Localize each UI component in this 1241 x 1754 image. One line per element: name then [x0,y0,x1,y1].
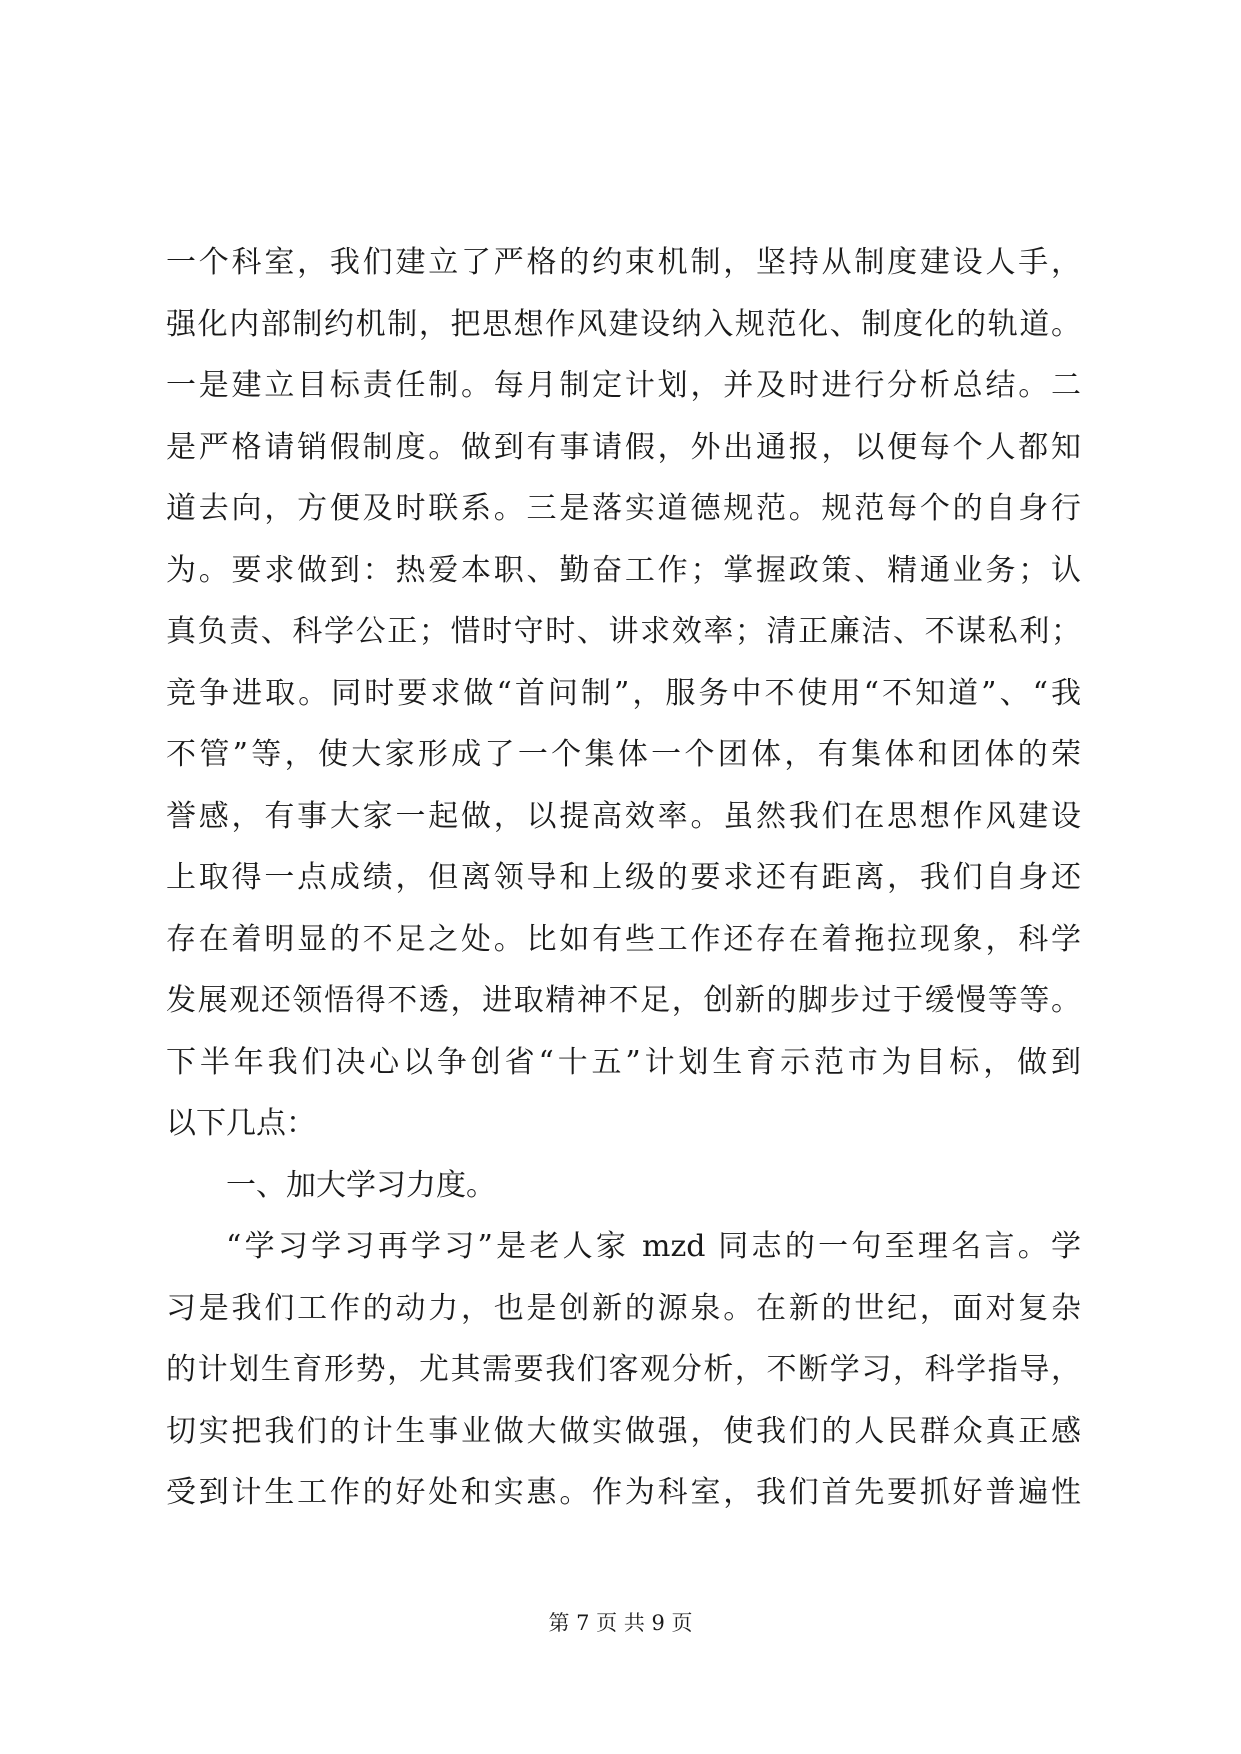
paragraph-1 [166,232,1081,1155]
text-line: 一个科室，我们建立了严格的约束机制，坚持从制度建设人手， [166,245,1081,280]
text-line: 存在着明显的不足之处。比如有些工作还存在着拖拉现象，科学 [166,921,1081,957]
text-line: “学习学习再学习”是老人家 mzd 同志的一句至理名言。学 [226,1229,1081,1264]
text-line: 发展观还领悟得不透，进取精神不足，创新的脚步过于缓慢等等。 [166,983,1081,1018]
text-line: 竞争进取。同时要求做“首问制”，服务中不使用“不知道”、“我 [166,675,1081,711]
text-line: 一是建立目标责任制。每月制定计划，并及时进行分析总结。二 [166,368,1081,403]
text-line: 为。要求做到：热爱本职、勤奋工作；掌握政策、精通业务；认 [166,552,1081,588]
section-heading [166,1155,1081,1217]
text-line: 上取得一点成绩，但离领导和上级的要求还有距离，我们自身还 [166,860,1081,895]
heading-line: 一、加大学习力度。 [226,1167,496,1203]
paragraph-2 [166,1216,1081,1524]
text-line: 是严格请销假制度。做到有事请假，外出通报，以便每个人都知 [166,429,1081,465]
text-line: 道去向，方便及时联系。三是落实道德规范。规范每个的自身行 [166,491,1081,526]
body-text [166,232,1081,1524]
text-line: 切实把我们的计生事业做大做实做强，使我们的人民群众真正感 [166,1413,1081,1449]
text-line: 以下几点： [166,1106,316,1141]
text-line: 誉感，有事大家一起做，以提高效率。虽然我们在思想作风建设 [166,798,1081,834]
text-line: 习是我们工作的动力，也是创新的源泉。在新的世纪，面对复杂 [166,1290,1081,1326]
text-line: 强化内部制约机制，把思想作风建设纳入规范化、制度化的轨道。 [166,306,1081,342]
text-line: 下半年我们决心以争创省“十五”计划生育示范市为目标，做到 [166,1044,1081,1080]
page-footer [0,1608,1241,1638]
text-line: 的计划生育形势，尤其需要我们客观分析，不断学习，科学指导， [166,1352,1081,1387]
text-line: 受到计生工作的好处和实惠。作为科室，我们首先要抓好普遍性 [166,1475,1081,1510]
page-number: 第 7 页 共 9 页 [548,1611,693,1635]
text-line: 不管”等，使大家形成了一个集体一个团体，有集体和团体的荣 [166,737,1081,772]
text-line: 真负责、科学公正；惜时守时、讲求效率；清正廉洁、不谋私利； [166,614,1081,649]
